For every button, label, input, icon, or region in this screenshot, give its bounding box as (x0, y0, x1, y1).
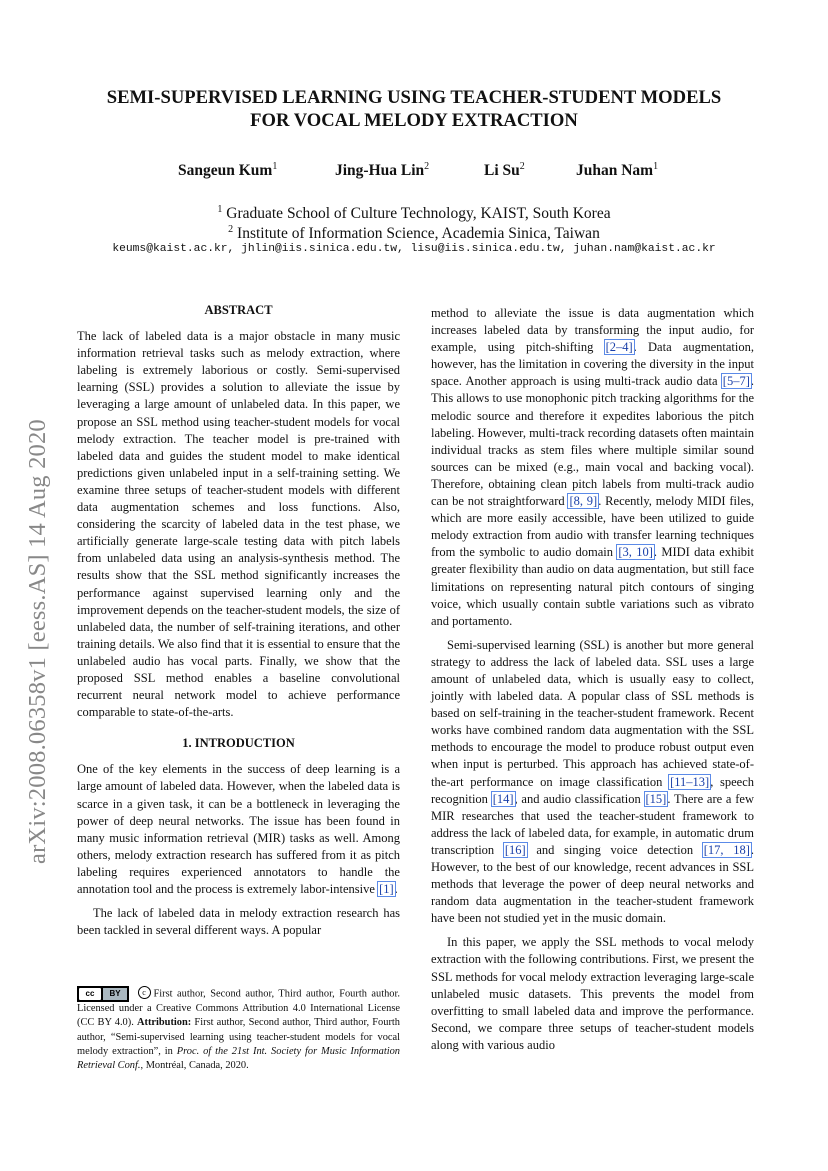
citation-link[interactable]: [3, 10] (618, 545, 653, 560)
citation-link[interactable]: [11–13] (670, 774, 710, 789)
title-line-1: SEMI-SUPERVISED LEARNING USING TEACHER-STUDENT MODELS (106, 87, 722, 108)
citation-link[interactable]: [2–4] (605, 340, 633, 355)
citation-link[interactable]: [8, 9] (569, 494, 598, 509)
introduction-heading: 1. INTRODUCTION (182, 736, 295, 751)
by-icon: BY (103, 988, 127, 1000)
citation-link[interactable]: [17, 18] (703, 842, 750, 857)
intro-paragraph-4: Semi-supervised learning (SSL) is another but more general strategy to address the lack of labeled data. SSL uses a large amount of unlabeled data, which is usually easy to collect, jointly with labeled data. A popular class of SSL methods is based on self-training in the teacher-student framework. Recent works have combined random data augmentation with the SSL methods to encourage the model to produce robust output even when input is perturbed. This approach has achieved state-of-the-art performance on image classification [11–13], speech recognition [14], and audio classification [15]. There are a few MIR researches that used the teacher-student framework to address the lack of labeled data, for example, in automatic drum transcription [16] and singing voice detection [17, 18]. However, to the best of our knowledge, recent advances in SSL methods that leverage the power of deep neural networks and random data augmentation in the teacher-student framework have been not studied yet in the music domain. (431, 637, 754, 926)
left-column (77, 302, 400, 946)
author-affil-mark: 1 (272, 161, 278, 172)
cc-by-badge (77, 986, 129, 1002)
citation-link[interactable]: [1] (379, 882, 394, 896)
affil-mark: 1 (217, 204, 223, 215)
author-affil-mark: 1 (653, 161, 659, 172)
footnote-text: , Montréal, Canada, 2020. (140, 1060, 249, 1072)
author-name: Sangeun Kum (178, 162, 273, 180)
citation-link[interactable]: [16] (504, 842, 526, 857)
author-name: Li Su (484, 162, 520, 180)
footnote-text: First author, Second author, Third author, Fourth author, “Semi-supervised learning using teacher-student models for vocal melody extraction”, in (77, 1017, 400, 1057)
paper-title (60, 86, 768, 132)
intro-paragraph-2: The lack of labeled data in melody extraction research has been tackled in several different ways. A popular (77, 906, 400, 938)
footnote-text: First author, Second author, Third author, Fourth author. Licensed under a Creative Commons Attribution 4.0 International License (CC BY 4.0). (77, 988, 400, 1029)
author-4 (576, 161, 658, 180)
citation-link[interactable]: [14] (492, 791, 514, 806)
affil-text: Institute of Information Science, Academia Sinica, Taiwan (237, 225, 600, 243)
proceedings-name: Proc. of the 21st Int. Society for Music Information Retrieval Conf. (77, 1045, 400, 1072)
affil-mark: 2 (228, 224, 234, 235)
intro-paragraph-1: One of the key elements in the success of deep learning is a large amount of labeled data. However, when the labeled data is scarce in a given task, it can be a bottleneck in leveraging the power of deep neural networks. The issue has been found in many music information retrieval (MIR) tasks as well. Among others, melody extraction research has suffered from it as pitch labeling requires experienced annotators to handle the annotation tool and the process is extremely labor-intensive [1]. (77, 762, 400, 896)
author-1 (178, 161, 277, 180)
right-column (431, 305, 754, 1061)
cc-icon: cc (79, 988, 101, 1000)
title-line-2: FOR VOCAL MELODY EXTRACTION (250, 110, 578, 131)
author-affil-mark: 2 (519, 161, 525, 172)
affiliation-2 (0, 220, 828, 244)
license-footnote (77, 986, 400, 1073)
citation-link[interactable]: [15] (645, 791, 667, 806)
abstract-heading: ABSTRACT (204, 303, 273, 317)
author-affil-mark: 2 (424, 161, 430, 172)
intro-paragraph-5: In this paper, we apply the SSL methods to vocal melody extraction with the following contributions. First, we present the SSL methods for vocal melody extraction leveraging large-scale unlabeled music datasets. This prevents the model from overfitting to small labeled data and improve the performance. Second, we compare three setups of teacher-student models along with various audio (431, 935, 754, 1052)
intro-paragraph-3: method to alleviate the issue is data augmentation which increases labeled data by transforming the input audio, for example, using pitch-shifting [2–4]. Data augmentation, however, has the limitation in covering the diversity in the input space. Another approach is using multi-track audio data [5–7]. This allows to use monophonic pitch tracking algorithms for the melodic source and therefore it expedites laborious the pitch labeling. However, multi-track recording datasets often maintain individual tracks as stem files where multiple similar sound sources can be mixed (e.g., main vocal and backing vocal). Therefore, obtaining clean pitch labels from multi-track audio can be not straightforward [8, 9]. Recently, melody MIDI files, which are more easily accessible, have been utilized to guide melody extraction from audio with transfer learning techniques from the symbolic to audio domain [3, 10]. MIDI data exhibit greater flexibility than audio on data augmentation, but still face limitations on representing natural pitch contours of singing voice, which usually contain subtle variations such as vibrato and portamento. (431, 306, 755, 628)
author-list (0, 161, 828, 185)
author-emails: keums@kaist.ac.kr, jhlin@iis.sinica.edu.tw, lisu@iis.sinica.edu.tw, juhan.nam@kaist.ac.kr (112, 243, 716, 255)
citation-link[interactable]: [5–7] (722, 374, 750, 389)
copyright-icon: c (138, 986, 151, 999)
author-name: Jing-Hua Lin (335, 162, 425, 180)
arxiv-identifier: arXiv:2008.06358v1 [eess.AS] 14 Aug 2020 (24, 419, 51, 864)
author-3 (484, 161, 525, 180)
author-2 (335, 161, 429, 180)
abstract-text: The lack of labeled data is a major obstacle in many music information retrieval tasks such as melody extraction, where labeling is extremely laborious or costly. Semi-supervised learning (SSL) provides a solution to alleviate the issue by leveraging a large amount of unlabeled data. In this paper, we propose an SSL method using teacher-student models for vocal melody extraction. The teacher model is pre-trained with labeled data and guides the student model to make identical predictions given unlabeled input in a self-training setting. We examine three setups of teacher-student models with different data augmentation schemes and loss functions. Also, considering the scarcity of labeled data in the test phase, we artificially generate large-scale testing data with pitch labels from unlabeled data using an analysis-synthesis method. The results show that the SSL method significantly increases the performance against supervised learning only and the improvement depends on the teacher-student models, the size of unlabeled data, the number of self-training iterations, and other training details. We also find that it is essential to ensure that the unlabeled audio has vocal parts. Finally, we show that the proposed SSL method enables a baseline convolutional recurrent neural network model to achieve performance comparable to state-of-the-arts. (77, 329, 400, 720)
author-name: Juhan Nam (576, 162, 654, 180)
attribution-label: Attribution: (136, 1017, 192, 1029)
affil-text: Graduate School of Culture Technology, KAIST, South Korea (226, 205, 611, 223)
